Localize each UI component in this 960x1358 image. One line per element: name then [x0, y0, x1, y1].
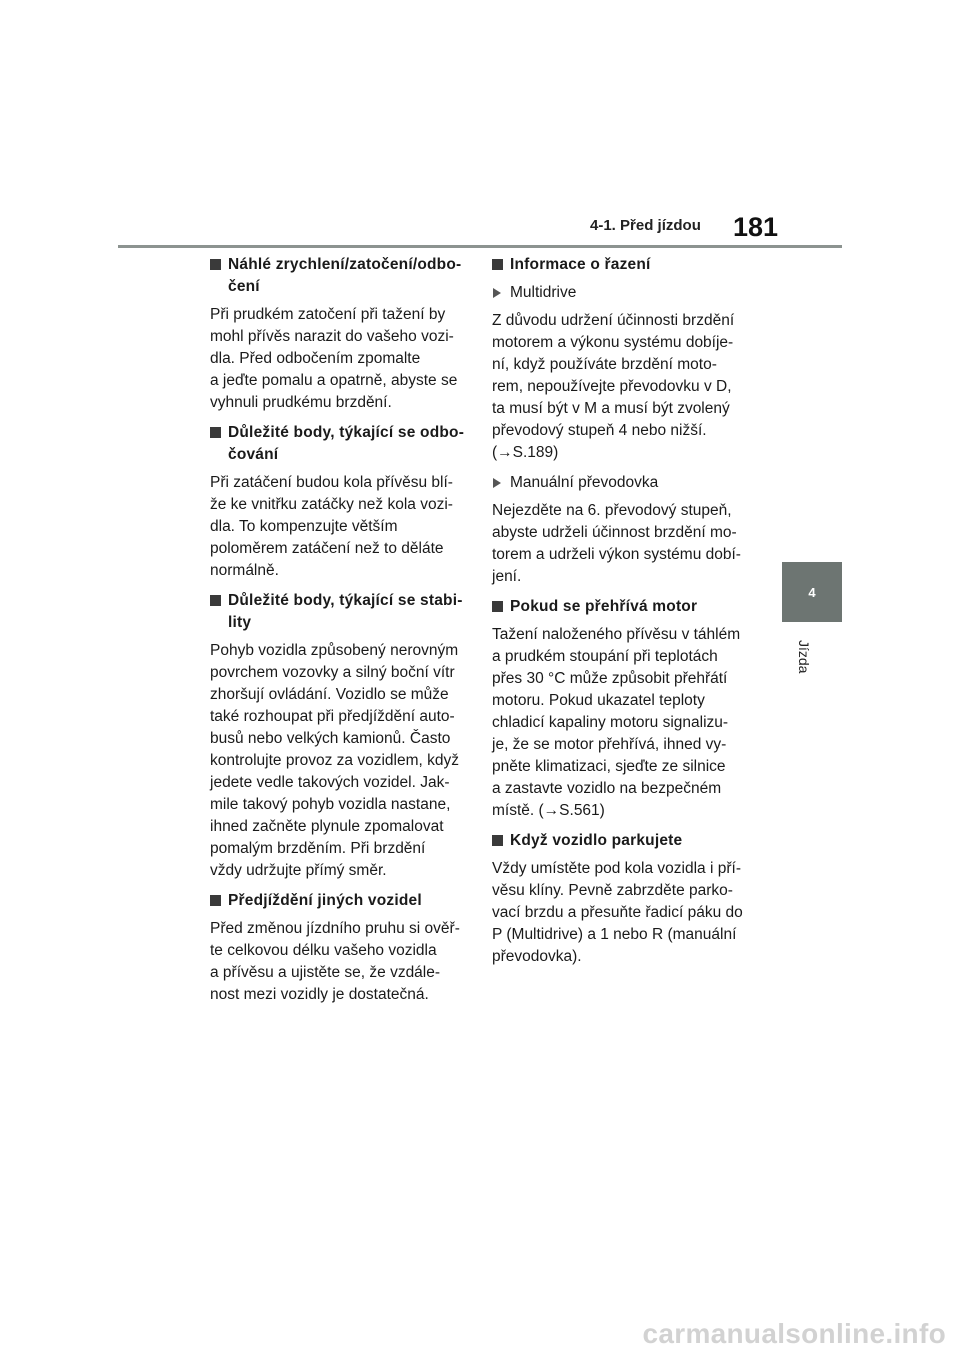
section-body — [492, 310, 752, 464]
body-line: převodový stupeň 4 nebo nižší. — [492, 422, 707, 439]
body-line: jedete vedle takových vozidel. Jak- — [210, 774, 450, 791]
body-line: a zastavte vozidlo na bezpečném — [492, 780, 722, 797]
left-column — [210, 254, 470, 1014]
sub-item-label: Manuální převodovka — [510, 474, 659, 491]
body-line: vyhnuli prudkému brzdění. — [210, 394, 392, 411]
body-line: nost mezi vozidly je dostatečná. — [210, 986, 429, 1003]
heading-line: Předjíždění jiných vozidel — [228, 892, 422, 909]
body-line: Při zatáčení budou kola přívěsu blí- — [210, 474, 453, 491]
chapter-tab — [782, 562, 842, 622]
chapter-number: 4 — [808, 584, 816, 600]
page-reference-link[interactable]: (→S.189) — [492, 444, 559, 461]
body-line: P (Multidrive) a 1 nebo R (manuální — [492, 926, 737, 943]
body-line: Nejezděte na 6. převodový stupeň, — [492, 502, 732, 519]
body-line: normálně. — [210, 562, 279, 579]
page-number: 181 — [733, 212, 779, 242]
section-heading — [210, 890, 470, 912]
body-line: zhoršují ovládání. Vozidlo se může — [210, 686, 449, 703]
body-line: pomalým brzděním. Při brzdění — [210, 840, 426, 857]
triangle-bullet-icon — [493, 478, 501, 488]
body-line: Z důvodu udržení účinnosti brzdění — [492, 312, 735, 329]
section-body — [492, 500, 752, 588]
section-heading — [492, 254, 752, 276]
body-line: a prudkém stoupání při teplotách — [492, 648, 718, 665]
square-bullet-icon — [210, 595, 221, 606]
body-line: věsu klíny. Pevně zabrzděte parko- — [492, 882, 733, 899]
body-line: pněte klimatizaci, sjeďte ze silnice — [492, 758, 726, 775]
heading-line: Informace o řazení — [510, 256, 651, 273]
body-line: chladicí kapaliny motoru signalizu- — [492, 714, 729, 731]
body-line: Vždy umístěte pod kola vozidla i pří- — [492, 860, 741, 877]
body-line: dla. Před odbočením zpomalte — [210, 350, 421, 367]
body-line: mohl přívěs narazit do vašeho vozi- — [210, 328, 454, 345]
body-line: a jeďte pomalu a opatrně, abyste se — [210, 372, 458, 389]
heading-line: Důležité body, týkající se stabi- — [228, 592, 463, 609]
body-line: ta musí být v M a musí být zvolený — [492, 400, 730, 417]
body-line: busů nebo velkých kamionů. Často — [210, 730, 451, 747]
heading-line: čování — [228, 446, 279, 463]
square-bullet-icon — [210, 895, 221, 906]
section-body — [210, 640, 470, 882]
heading-line: Důležité body, týkající se odbo- — [228, 424, 465, 441]
section-heading — [210, 422, 470, 466]
page-reference-link[interactable]: místě. (→S.561) — [492, 802, 605, 819]
section-header: 4-1. Před jízdou — [590, 217, 701, 234]
sub-item-label: Multidrive — [510, 284, 577, 301]
section-heading — [210, 590, 470, 634]
body-line: ihned začněte plynule zpomalovat — [210, 818, 444, 835]
sub-item — [492, 282, 752, 304]
body-line: torem a udrželi výkon systému dobí- — [492, 546, 741, 563]
body-line: že ke vnitřku zatáčky než kola vozi- — [210, 496, 453, 513]
body-line: kontrolujte provoz za vozidlem, když — [210, 752, 459, 769]
body-line: dla. To kompenzujte větším — [210, 518, 398, 535]
square-bullet-icon — [210, 259, 221, 270]
section-body — [492, 858, 752, 968]
right-column — [492, 254, 752, 976]
heading-line: Když vozidlo parkujete — [510, 832, 683, 849]
chapter-label: Jízda — [796, 640, 812, 674]
square-bullet-icon — [492, 835, 503, 846]
body-line: vací brzdu a přesuňte řadicí páku do — [492, 904, 743, 921]
section-body — [492, 624, 752, 822]
section-heading — [210, 254, 470, 298]
body-line: povrchem vozovky a silný boční vítr — [210, 664, 455, 681]
square-bullet-icon — [492, 601, 503, 612]
header-divider — [118, 245, 842, 248]
body-line: Před změnou jízdního pruhu si ověř- — [210, 920, 460, 937]
sub-item — [492, 472, 752, 494]
body-line: Pohyb vozidla způsobený nerovným — [210, 642, 459, 659]
body-line: a přívěsu a ujistěte se, že vzdále- — [210, 964, 441, 981]
square-bullet-icon — [492, 259, 503, 270]
body-line: motorem a výkonu systému dobíje- — [492, 334, 734, 351]
body-line: motoru. Pokud ukazatel teploty — [492, 692, 705, 709]
body-line: Tažení naloženého přívěsu v táhlém — [492, 626, 741, 643]
square-bullet-icon — [210, 427, 221, 438]
body-line: převodovka). — [492, 948, 582, 965]
section-body — [210, 304, 470, 414]
body-line: Při prudkém zatočení při tažení by — [210, 306, 446, 323]
watermark: carmanualsonline.info — [642, 1318, 946, 1349]
section-body — [210, 918, 470, 1006]
body-line: jení. — [492, 568, 522, 585]
body-line: abyste udrželi účinnost brzdění mo- — [492, 524, 737, 541]
heading-line: lity — [228, 614, 252, 631]
body-line: přes 30 °C může způsobit přehřátí — [492, 670, 728, 687]
section-heading — [492, 596, 752, 618]
body-line: ní, když používáte brzdění moto- — [492, 356, 717, 373]
heading-line: Náhlé zrychlení/zatočení/odbo- — [228, 256, 462, 273]
body-line: te celkovou délku vašeho vozidla — [210, 942, 437, 959]
heading-line: Pokud se přehřívá motor — [510, 598, 698, 615]
heading-line: čení — [228, 278, 260, 295]
body-line: je, že se motor přehřívá, ihned vy- — [492, 736, 727, 753]
section-body — [210, 472, 470, 582]
body-line: poloměrem zatáčení než to děláte — [210, 540, 444, 557]
body-line: vždy udržujte přímý směr. — [210, 862, 387, 879]
body-line: také rozhoupat při předjíždění auto- — [210, 708, 455, 725]
section-heading — [492, 830, 752, 852]
body-line: mile takový pohyb vozidla nastane, — [210, 796, 451, 813]
triangle-bullet-icon — [493, 288, 501, 298]
body-line: rem, nepoužívejte převodovku v D, — [492, 378, 732, 395]
